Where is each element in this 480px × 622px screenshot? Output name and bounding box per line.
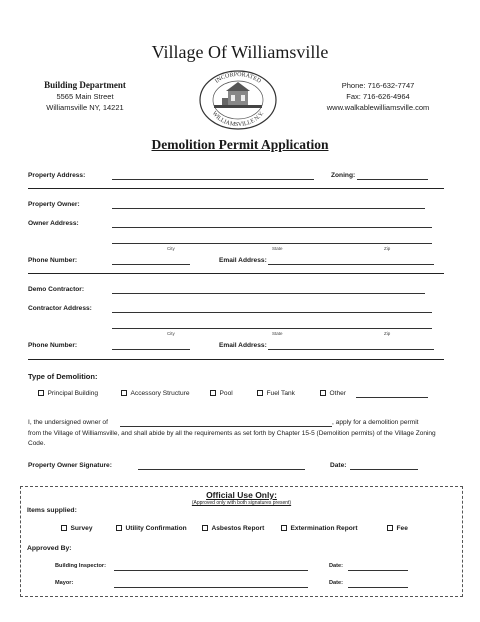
section-divider <box>28 359 444 360</box>
owner-zip-caption: Zip <box>384 246 391 251</box>
contractor-phone-field[interactable] <box>112 349 190 350</box>
website: www.walkablewilliamsville.com <box>326 103 430 112</box>
contractor-zip-caption: Zip <box>384 331 391 336</box>
form-title: Demolition Permit Application <box>151 137 329 152</box>
village-title: Village Of Williamsville <box>151 42 329 62</box>
owner-address-field[interactable] <box>112 227 432 228</box>
owner-email-field[interactable] <box>268 264 434 265</box>
zoning-field[interactable] <box>357 179 428 180</box>
checkbox[interactable] <box>116 525 122 531</box>
option-principal-building[interactable]: Principal Building <box>38 390 98 397</box>
owner-state-caption: State <box>272 246 283 251</box>
demo-contractor-label: Demo Contractor: <box>28 286 85 293</box>
option-other[interactable]: Other <box>320 390 346 397</box>
mayor-date-label: Date: <box>329 580 343 586</box>
option-fuel-tank[interactable]: Fuel Tank <box>257 390 295 397</box>
contact-block <box>318 80 438 113</box>
contractor-city-caption: City <box>167 331 175 336</box>
contractor-city-state-zip-field[interactable] <box>112 328 432 329</box>
department-address-block <box>20 80 150 113</box>
official-use-box <box>20 486 463 597</box>
checkbox[interactable] <box>38 390 44 396</box>
approved-by-label: Approved By: <box>27 545 72 552</box>
owner-phone-label: Phone Number: <box>28 257 78 264</box>
seal-top-text: INCORPORATED <box>214 71 262 85</box>
mayor-date-field[interactable] <box>348 587 408 588</box>
fax-number: Fax: 716-626-4964 <box>346 92 410 101</box>
department-name: Building Department <box>44 80 126 90</box>
owner-city-state-zip-field[interactable] <box>112 243 432 244</box>
checkbox[interactable] <box>210 390 216 396</box>
demolition-type-heading: Type of Demolition: <box>28 372 98 381</box>
official-use-note: (Approved only with both signatures present) <box>191 500 292 506</box>
section-divider <box>28 188 444 189</box>
checkbox[interactable] <box>61 525 67 531</box>
contractor-address-field[interactable] <box>112 312 432 313</box>
item-fee[interactable]: Fee <box>387 525 408 532</box>
building-inspector-signature-field[interactable] <box>114 570 308 571</box>
owner-city-caption: City <box>167 246 175 251</box>
item-extermination-report[interactable]: Extermination Report <box>281 525 358 532</box>
checkbox[interactable] <box>320 390 326 396</box>
inspector-date-label: Date: <box>329 563 343 569</box>
checkbox[interactable] <box>281 525 287 531</box>
seal-bottom-text: WILLIAMSVILLE N.Y. <box>210 110 266 129</box>
contractor-phone-label: Phone Number: <box>28 342 78 349</box>
contractor-state-caption: State <box>272 331 283 336</box>
zoning-label: Zoning: <box>331 172 356 179</box>
statement-body: from the Village of Williamsville, and shall abide by all the requirements as set forth by Chapter 15-5 (Demolition permits) of the Village Zoning Code. <box>28 430 436 447</box>
item-survey[interactable]: Survey <box>61 525 93 532</box>
option-accessory-structure[interactable]: Accessory Structure <box>121 390 190 397</box>
city-state-zip: Williamsville NY, 14221 <box>46 103 124 112</box>
contractor-email-field[interactable] <box>268 349 434 350</box>
property-owner-label: Property Owner: <box>28 201 80 208</box>
contractor-email-label: Email Address: <box>219 342 267 349</box>
signature-date-field[interactable] <box>350 469 418 470</box>
inspector-date-field[interactable] <box>348 570 408 571</box>
building-inspector-label: Building Inspector: <box>55 563 106 569</box>
mayor-signature-field[interactable] <box>114 587 308 588</box>
property-address-field[interactable] <box>112 179 314 180</box>
property-owner-field[interactable] <box>112 208 425 209</box>
other-specify-field[interactable] <box>356 397 428 398</box>
owner-name-statement-field[interactable] <box>120 426 332 427</box>
signature-date-label: Date: <box>330 462 347 469</box>
items-supplied-label: Items supplied: <box>27 507 77 514</box>
village-seal-logo <box>196 68 280 130</box>
owner-phone-field[interactable] <box>112 264 190 265</box>
mayor-label: Mayor: <box>55 580 74 586</box>
statement-prefix: I, the undersigned owner of <box>28 419 108 426</box>
owner-email-label: Email Address: <box>219 257 267 264</box>
section-divider <box>28 273 444 274</box>
item-utility-confirmation[interactable]: Utility Confirmation <box>116 525 187 532</box>
owner-signature-label: Property Owner Signature: <box>28 462 112 469</box>
checkbox[interactable] <box>202 525 208 531</box>
owner-address-label: Owner Address: <box>28 220 79 227</box>
official-use-heading: Official Use Only: <box>206 490 277 500</box>
property-address-label: Property Address: <box>28 172 86 179</box>
option-pool[interactable]: Pool <box>210 390 233 397</box>
checkbox[interactable] <box>121 390 127 396</box>
phone-number: Phone: 716-632-7747 <box>341 81 415 90</box>
owner-signature-field[interactable] <box>138 469 305 470</box>
checkbox[interactable] <box>387 525 393 531</box>
item-asbestos-report[interactable]: Asbestos Report <box>202 525 264 532</box>
checkbox[interactable] <box>257 390 263 396</box>
statement-suffix: , apply for a demolition permit <box>332 419 419 426</box>
street-address: 5565 Main Street <box>56 92 114 101</box>
demo-contractor-field[interactable] <box>112 293 425 294</box>
contractor-address-label: Contractor Address: <box>28 305 92 312</box>
